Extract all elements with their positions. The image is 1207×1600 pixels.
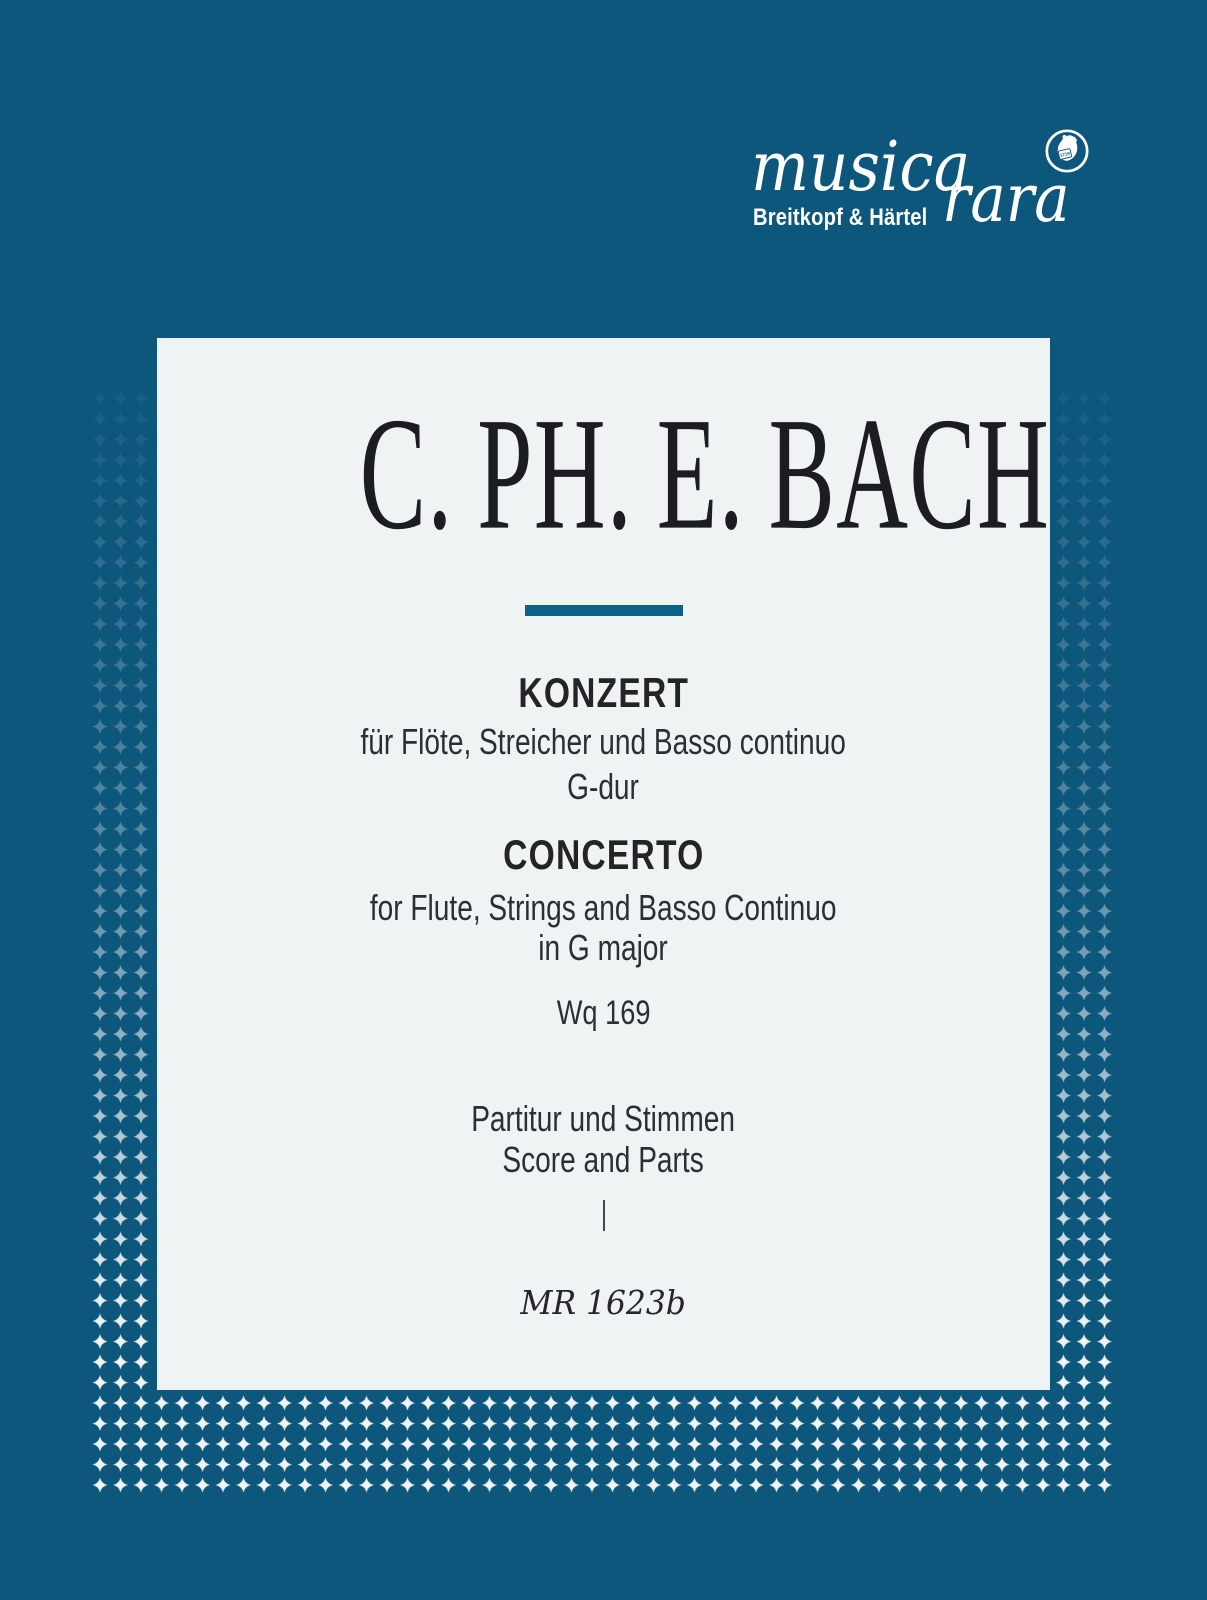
brand-musica: musica [751,128,971,207]
title-english: CONCERTO [502,831,705,878]
composer-name: C. PH. E. BACH [359,384,1051,564]
subtitle-german: für Flöte, Streicher und Basso continuo [360,721,847,762]
plate-number: MR 1623b [520,1283,687,1322]
bear-emblem-icon [1044,128,1090,174]
key-german: G-dur [567,766,640,807]
edition-german: Partitur und Stimmen [471,1098,736,1139]
subtitle-english: for Flute, Strings and Basso Continuo [370,887,837,928]
divider-tick [603,1200,605,1231]
publisher-name: Breitkopf & Härtel [753,204,928,231]
title-german: KONZERT [518,669,689,716]
edition-english: Score and Parts [502,1139,705,1180]
accent-bar [525,605,683,616]
publisher-logo [745,118,1095,248]
cover-panel [157,338,1050,1390]
emblem-year: 1719 [1059,150,1071,158]
work-number: Wq 169 [556,994,651,1032]
key-english: in G major [538,927,669,968]
brand-rara: rara [942,160,1070,237]
